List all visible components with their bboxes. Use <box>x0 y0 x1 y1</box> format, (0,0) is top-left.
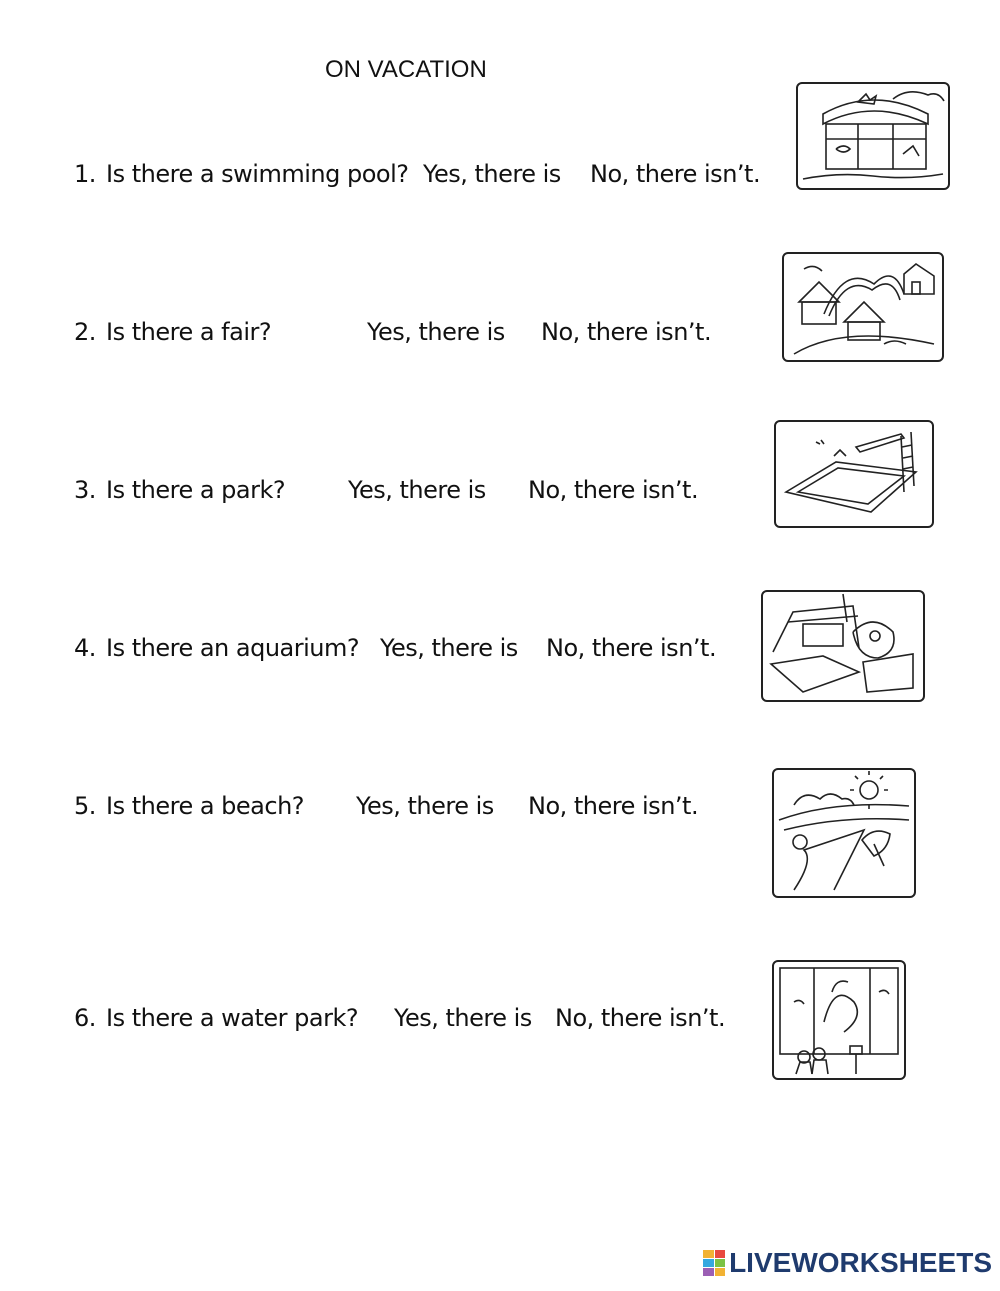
answer-yes[interactable]: Yes, there is <box>356 792 494 820</box>
aquarium-building-icon <box>796 82 950 190</box>
answer-no[interactable]: No, there isn’t. <box>528 792 699 820</box>
answer-yes[interactable]: Yes, there is <box>367 318 505 346</box>
question-number: 6. <box>74 1004 96 1032</box>
swimming-pool-icon <box>774 420 934 528</box>
question-number: 3. <box>74 476 96 504</box>
answer-no[interactable]: No, there isn’t. <box>546 634 717 662</box>
answer-yes[interactable]: Yes, there is <box>423 160 561 188</box>
question-text: Is there a fair? <box>106 318 272 346</box>
liveworksheets-logo-icon <box>703 1250 725 1276</box>
aquarium-tank-icon <box>772 960 906 1080</box>
answer-no[interactable]: No, there isn’t. <box>555 1004 726 1032</box>
question-number: 1. <box>74 160 96 188</box>
question-text: Is there a beach? <box>106 792 305 820</box>
question-text: Is there a park? <box>106 476 286 504</box>
answer-yes[interactable]: Yes, there is <box>348 476 486 504</box>
question-text: Is there a water park? <box>106 1004 359 1032</box>
water-park-icon <box>761 590 925 702</box>
fair-icon <box>782 252 944 362</box>
answer-no[interactable]: No, there isn’t. <box>590 160 761 188</box>
question-text: Is there an aquarium? <box>106 634 360 662</box>
answer-no[interactable]: No, there isn’t. <box>528 476 699 504</box>
answer-no[interactable]: No, there isn’t. <box>541 318 712 346</box>
page-title: ON VACATION <box>325 56 487 83</box>
beach-icon <box>772 768 916 898</box>
question-text: Is there a swimming pool? <box>106 160 409 188</box>
question-number: 2. <box>74 318 96 346</box>
question-number: 5. <box>74 792 96 820</box>
brand-text: LIVEWORKSHEETS <box>729 1247 992 1278</box>
question-number: 4. <box>74 634 96 662</box>
liveworksheets-brand <box>703 1249 992 1277</box>
answer-yes[interactable]: Yes, there is <box>380 634 518 662</box>
answer-yes[interactable]: Yes, there is <box>394 1004 532 1032</box>
